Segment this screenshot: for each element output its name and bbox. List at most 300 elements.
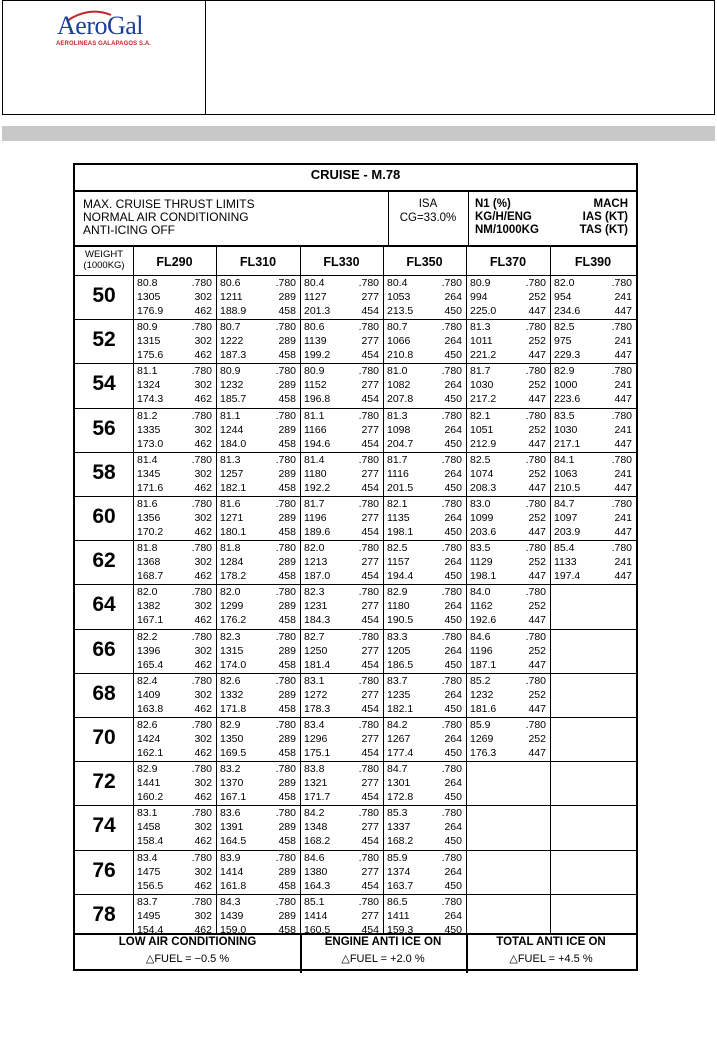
fuel-flow-value: 1166 (304, 423, 327, 436)
fuel-flow-value: 1315 (220, 644, 244, 657)
specific-range-value: 171.7 (304, 791, 331, 804)
tas-value: 447 (528, 349, 546, 362)
fuel-flow-value: 1257 (220, 467, 244, 480)
page-header (2, 0, 715, 115)
ias-value: 277 (361, 733, 379, 745)
tas-value: 454 (361, 570, 379, 583)
mach-value: .780 (275, 895, 296, 908)
key-n1: N1 (%) (475, 198, 511, 210)
fuel-flow-value: 1284 (220, 556, 244, 569)
specific-range-value: 196.8 (304, 393, 331, 406)
specific-range-value: 210.8 (387, 349, 414, 362)
fuel-flow-value: 1139 (304, 335, 327, 348)
fuel-flow-value: 1196 (470, 644, 493, 657)
n1-value: 81.1 (220, 409, 241, 422)
tas-value: 450 (444, 393, 462, 406)
specific-range-value: 163.8 (137, 702, 164, 715)
specific-range-value: 164.3 (304, 879, 331, 892)
fuel-flow-value: 1458 (137, 821, 161, 834)
data-cell (133, 718, 216, 760)
condition-line: ANTI-ICING OFF (83, 223, 175, 237)
mach-value: .780 (275, 763, 296, 776)
mach-value: .780 (191, 630, 212, 643)
fuel-flow-value: 1129 (470, 556, 493, 569)
fuel-flow-value: 1162 (470, 600, 493, 613)
ias-value: 277 (361, 821, 379, 834)
mach-value: .780 (275, 542, 296, 555)
specific-range-value: 192.6 (470, 614, 497, 627)
ias-value: 289 (278, 512, 296, 524)
mach-value: .780 (525, 498, 546, 510)
mach-value: .780 (358, 851, 379, 864)
tas-value: 462 (194, 835, 212, 848)
fuel-flow-value: 1222 (220, 335, 244, 348)
footer-title: LOW AIR CONDITIONING (118, 936, 257, 948)
logo-wordmark: AeroGal (57, 11, 144, 40)
specific-range-value: 168.7 (137, 570, 164, 583)
n1-value: 85.4 (554, 542, 575, 555)
tas-value: 454 (361, 658, 379, 671)
specific-range-value: 170.2 (137, 526, 164, 538)
ias-value: 277 (361, 600, 379, 613)
mach-value: .780 (611, 365, 632, 378)
mach-value: .780 (275, 409, 296, 422)
n1-value: 84.2 (387, 719, 408, 731)
specific-range-value: 160.2 (137, 791, 164, 804)
ias-value: 277 (361, 556, 379, 569)
footer-value: △FUEL = +2.0 % (341, 953, 425, 965)
tas-value: 458 (278, 526, 296, 538)
specific-range-value: 201.3 (304, 305, 331, 317)
weight-header-line: WEIGHT (85, 249, 123, 260)
n1-value: 81.1 (137, 365, 158, 378)
mach-value: .780 (358, 630, 379, 643)
n1-value: 84.3 (220, 895, 241, 908)
fuel-flow-value: 1180 (304, 467, 327, 480)
fuel-flow-value: 1350 (220, 733, 244, 745)
n1-value: 82.3 (304, 586, 325, 599)
tas-value: 458 (278, 614, 296, 627)
data-cell (216, 806, 300, 848)
fuel-flow-value: 975 (554, 335, 572, 348)
rule (75, 933, 636, 935)
data-cell (216, 276, 300, 318)
data-cell (216, 541, 300, 583)
data-cell (383, 762, 466, 804)
data-cell (216, 453, 300, 495)
ias-value: 289 (278, 379, 296, 392)
data-cell (216, 320, 300, 362)
mach-value: .780 (191, 851, 212, 864)
specific-range-value: 159.0 (220, 923, 247, 936)
data-cell (133, 364, 216, 406)
fuel-flow-value: 1315 (137, 335, 161, 348)
tas-value: 462 (194, 923, 212, 936)
specific-range-value: 181.4 (304, 658, 331, 671)
n1-value: 81.7 (470, 365, 491, 378)
fuel-flow-value: 1196 (304, 512, 327, 524)
mach-value: .780 (191, 453, 212, 466)
fl-header: FL290 (156, 255, 193, 269)
key-mach: MACH (593, 198, 628, 210)
tas-value: 450 (444, 349, 462, 362)
n1-value: 81.4 (304, 453, 325, 466)
ias-value: 252 (528, 291, 546, 303)
mach-value: .780 (525, 586, 546, 599)
data-cell (550, 497, 636, 539)
n1-value: 84.1 (554, 453, 575, 466)
specific-range-value: 167.1 (137, 614, 164, 627)
data-cell (383, 806, 466, 848)
mach-value: .780 (275, 365, 296, 378)
specific-range-value: 182.1 (220, 481, 247, 494)
data-cell (383, 364, 466, 406)
tas-value: 454 (361, 481, 379, 494)
data-cell (133, 409, 216, 451)
n1-value: 85.9 (470, 719, 491, 731)
specific-range-value: 210.5 (554, 481, 581, 494)
footer-title: TOTAL ANTI ICE ON (496, 936, 606, 948)
n1-value: 86.5 (387, 895, 408, 908)
tas-value: 447 (614, 437, 632, 450)
weight-label: 76 (92, 858, 116, 882)
tas-value: 458 (278, 349, 296, 362)
data-cell (216, 762, 300, 804)
mach-value: .780 (525, 409, 546, 422)
fuel-flow-value: 954 (554, 291, 572, 303)
condition-line: NORMAL AIR CONDITIONING (83, 210, 249, 224)
fl-header: FL390 (574, 255, 612, 269)
n1-value: 83.1 (304, 674, 325, 687)
fuel-flow-value: 1345 (137, 467, 161, 480)
weight-header (77, 249, 131, 271)
specific-range-value: 169.5 (220, 747, 247, 759)
data-cell (383, 276, 466, 318)
n1-value: 82.5 (470, 453, 491, 466)
ias-value: 264 (444, 512, 462, 524)
fuel-flow-value: 1301 (387, 777, 411, 790)
data-cell (300, 630, 383, 672)
fuel-flow-value: 1074 (470, 467, 494, 480)
mach-value: .780 (191, 763, 212, 776)
tas-value: 447 (528, 658, 546, 671)
ias-value: 264 (444, 423, 462, 436)
fuel-flow-value: 1157 (387, 556, 410, 569)
ias-value: 264 (444, 600, 462, 613)
mach-value: .780 (191, 542, 212, 555)
mach-value: .780 (358, 719, 379, 731)
mach-value: .780 (611, 542, 632, 555)
data-cell (216, 674, 300, 716)
ias-value: 302 (194, 379, 212, 392)
specific-range-value: 187.0 (304, 570, 331, 583)
mach-value: .780 (441, 498, 462, 510)
tas-value: 454 (361, 349, 379, 362)
n1-value: 82.7 (304, 630, 325, 643)
mach-value: .780 (441, 321, 462, 334)
data-cell (216, 630, 300, 672)
specific-range-value: 167.1 (220, 791, 247, 804)
ias-value: 302 (194, 291, 212, 303)
fuel-flow-value: 1180 (387, 600, 410, 613)
tas-value: 458 (278, 658, 296, 671)
ias-value: 252 (528, 688, 546, 701)
ias-value: 264 (444, 291, 462, 303)
data-cell (466, 364, 550, 406)
ias-value: 252 (528, 512, 546, 524)
tas-value: 454 (361, 747, 379, 759)
weight-label: 62 (92, 549, 116, 573)
ias-value: 264 (444, 821, 462, 834)
mach-value: .780 (611, 321, 632, 334)
specific-range-value: 221.2 (470, 349, 497, 362)
tas-value: 447 (528, 481, 546, 494)
data-cell (383, 895, 466, 937)
weight-label: 68 (92, 681, 116, 705)
data-cell (300, 364, 383, 406)
ias-value: 277 (361, 335, 379, 348)
tas-value: 447 (614, 393, 632, 406)
mach-value: .780 (358, 895, 379, 908)
weight-label: 74 (92, 814, 116, 838)
mach-value: .780 (275, 630, 296, 643)
specific-range-value: 172.8 (387, 791, 414, 804)
mach-value: .780 (611, 277, 632, 289)
fuel-flow-value: 1396 (137, 644, 161, 657)
mach-value: .780 (611, 453, 632, 466)
specific-range-value: 229.3 (554, 349, 581, 362)
specific-range-value: 187.1 (470, 658, 497, 671)
tas-value: 454 (361, 437, 379, 450)
n1-value: 85.9 (387, 851, 408, 864)
weight-label: 66 (92, 637, 116, 661)
mach-value: .780 (441, 895, 462, 908)
data-cell (133, 762, 216, 804)
fuel-flow-value: 1424 (137, 733, 161, 745)
fuel-flow-value: 994 (470, 291, 488, 303)
ias-value: 302 (194, 733, 212, 745)
tas-value: 450 (444, 437, 462, 450)
n1-value: 83.6 (220, 807, 241, 820)
tas-value: 458 (278, 393, 296, 406)
weight-label: 70 (92, 726, 116, 749)
n1-value: 82.5 (554, 321, 575, 334)
mach-value: .780 (441, 409, 462, 422)
n1-value: 84.2 (304, 807, 325, 820)
fuel-flow-value: 1135 (387, 512, 410, 524)
ias-value: 241 (614, 335, 632, 348)
mach-value: .780 (191, 807, 212, 820)
n1-value: 80.8 (137, 277, 158, 289)
ias-value: 264 (444, 777, 462, 790)
key-tas: TAS (KT) (579, 224, 628, 236)
data-cell (383, 541, 466, 583)
specific-range-value: 168.2 (304, 835, 331, 848)
weight-header-unit: (1000KG) (83, 260, 125, 271)
specific-range-value: 159.3 (387, 923, 414, 936)
specific-range-value: 154.4 (137, 923, 164, 936)
n1-value: 82.6 (220, 674, 241, 687)
ias-value: 289 (278, 291, 296, 303)
ias-value: 264 (444, 379, 462, 392)
data-cell (133, 806, 216, 848)
tas-value: 450 (444, 481, 462, 494)
n1-value: 83.4 (137, 851, 158, 864)
tas-value: 458 (278, 570, 296, 583)
data-cell (300, 762, 383, 804)
data-cell (383, 320, 466, 362)
specific-range-value: 181.6 (470, 702, 497, 715)
logo-tagline: AEROLINEAS GALAPAGOS S.A. (56, 41, 152, 47)
ias-value: 252 (528, 644, 546, 657)
fuel-flow-value: 1053 (387, 291, 411, 303)
ias-value: 241 (614, 291, 632, 303)
fl-header: FL330 (323, 255, 360, 269)
ias-value: 302 (194, 512, 212, 524)
fuel-flow-value: 1244 (220, 423, 244, 436)
data-cell (216, 585, 300, 627)
mach-value: .780 (525, 453, 546, 466)
specific-range-value: 156.5 (137, 879, 164, 892)
specific-range-value: 174.0 (220, 658, 247, 671)
data-cell (550, 364, 636, 406)
ias-value: 252 (528, 423, 546, 436)
n1-value: 82.5 (387, 542, 408, 555)
mach-value: .780 (358, 542, 379, 555)
mach-value: .780 (525, 365, 546, 378)
mach-value: .780 (441, 807, 462, 820)
rule (75, 245, 636, 247)
ias-value: 289 (278, 467, 296, 480)
key-ias: IAS (KT) (582, 211, 628, 223)
n1-value: 80.6 (220, 277, 241, 289)
ias-value: 289 (278, 865, 296, 878)
fuel-flow-value: 1411 (387, 909, 410, 922)
tas-value: 450 (444, 702, 462, 715)
footer-value: △FUEL = +4.5 % (509, 953, 593, 965)
mach-value: .780 (525, 321, 546, 334)
data-cell (466, 497, 550, 539)
chart-title: CRUISE - M.78 (310, 167, 401, 182)
tas-value: 447 (614, 526, 632, 538)
specific-range-value: 176.2 (220, 614, 247, 627)
data-cell (300, 320, 383, 362)
mach-value: .780 (441, 453, 462, 466)
ias-value: 252 (528, 600, 546, 613)
data-cell (550, 453, 636, 495)
data-cell (466, 718, 550, 760)
ias-value: 289 (278, 909, 296, 922)
tas-value: 458 (278, 791, 296, 804)
n1-value: 80.7 (387, 321, 408, 334)
specific-range-value: 212.9 (470, 437, 497, 450)
specific-range-value: 187.3 (220, 349, 247, 362)
n1-value: 85.1 (304, 895, 325, 908)
mach-value: .780 (275, 321, 296, 334)
data-cell (383, 851, 466, 893)
data-cell (550, 409, 636, 451)
specific-range-value: 171.6 (137, 481, 164, 494)
rule (75, 190, 636, 192)
weight-label: 58 (92, 460, 116, 484)
data-cell (216, 497, 300, 539)
specific-range-value: 178.2 (220, 570, 247, 583)
ias-value: 289 (278, 556, 296, 569)
specific-range-value: 217.1 (554, 437, 581, 450)
n1-value: 84.6 (470, 630, 491, 643)
specific-range-value: 161.8 (220, 879, 247, 892)
ias-value: 277 (361, 291, 379, 303)
specific-range-value: 168.2 (387, 835, 414, 848)
tas-value: 462 (194, 658, 212, 671)
fuel-flow-value: 1269 (470, 733, 494, 745)
data-cell (216, 851, 300, 893)
tas-value: 458 (278, 305, 296, 317)
specific-range-value: 174.3 (137, 393, 164, 406)
specific-range-value: 213.5 (387, 305, 414, 317)
n1-value: 83.2 (220, 763, 241, 776)
tas-value: 454 (361, 614, 379, 627)
mach-value: .780 (441, 586, 462, 599)
n1-value: 81.6 (220, 498, 241, 510)
data-cell (383, 453, 466, 495)
mach-value: .780 (275, 807, 296, 820)
ias-value: 277 (361, 777, 379, 790)
n1-value: 81.3 (220, 453, 241, 466)
mach-value: .780 (191, 498, 212, 510)
tas-value: 462 (194, 879, 212, 892)
n1-value: 82.0 (304, 542, 325, 555)
n1-value: 80.4 (387, 277, 408, 289)
n1-value: 83.5 (470, 542, 491, 555)
fuel-flow-value: 1271 (220, 512, 244, 524)
ias-value: 277 (361, 909, 379, 922)
tas-value: 462 (194, 349, 212, 362)
data-cell (300, 276, 383, 318)
weight-label: 72 (92, 770, 116, 794)
footer-value: △FUEL = −0.5 % (145, 953, 230, 965)
fuel-flow-value: 1374 (387, 865, 411, 878)
fuel-flow-value: 1097 (554, 512, 578, 524)
section-bar (2, 126, 715, 141)
tas-value: 458 (278, 702, 296, 715)
data-cell (383, 409, 466, 451)
data-cell (466, 585, 550, 627)
fuel-flow-value: 1098 (387, 423, 411, 436)
data-cell (383, 718, 466, 760)
n1-value: 80.6 (304, 321, 325, 334)
n1-value: 81.8 (220, 542, 241, 555)
mach-value: .780 (525, 719, 546, 731)
tas-value: 458 (278, 879, 296, 892)
specific-range-value: 176.9 (137, 305, 164, 317)
fuel-flow-value: 1335 (137, 423, 161, 436)
mach-value: .780 (611, 409, 632, 422)
ias-value: 302 (194, 777, 212, 790)
fuel-flow-value: 1235 (387, 688, 411, 701)
n1-value: 82.9 (220, 719, 241, 731)
n1-value: 81.7 (387, 453, 408, 466)
fuel-flow-value: 1211 (220, 291, 243, 303)
ias-value: 289 (278, 335, 296, 348)
data-cell (216, 409, 300, 451)
data-cell (133, 630, 216, 672)
n1-value: 83.5 (554, 409, 575, 422)
n1-value: 82.9 (554, 365, 575, 378)
ias-value: 252 (528, 733, 546, 745)
specific-range-value: 192.2 (304, 481, 331, 494)
specific-range-value: 177.4 (387, 747, 414, 759)
